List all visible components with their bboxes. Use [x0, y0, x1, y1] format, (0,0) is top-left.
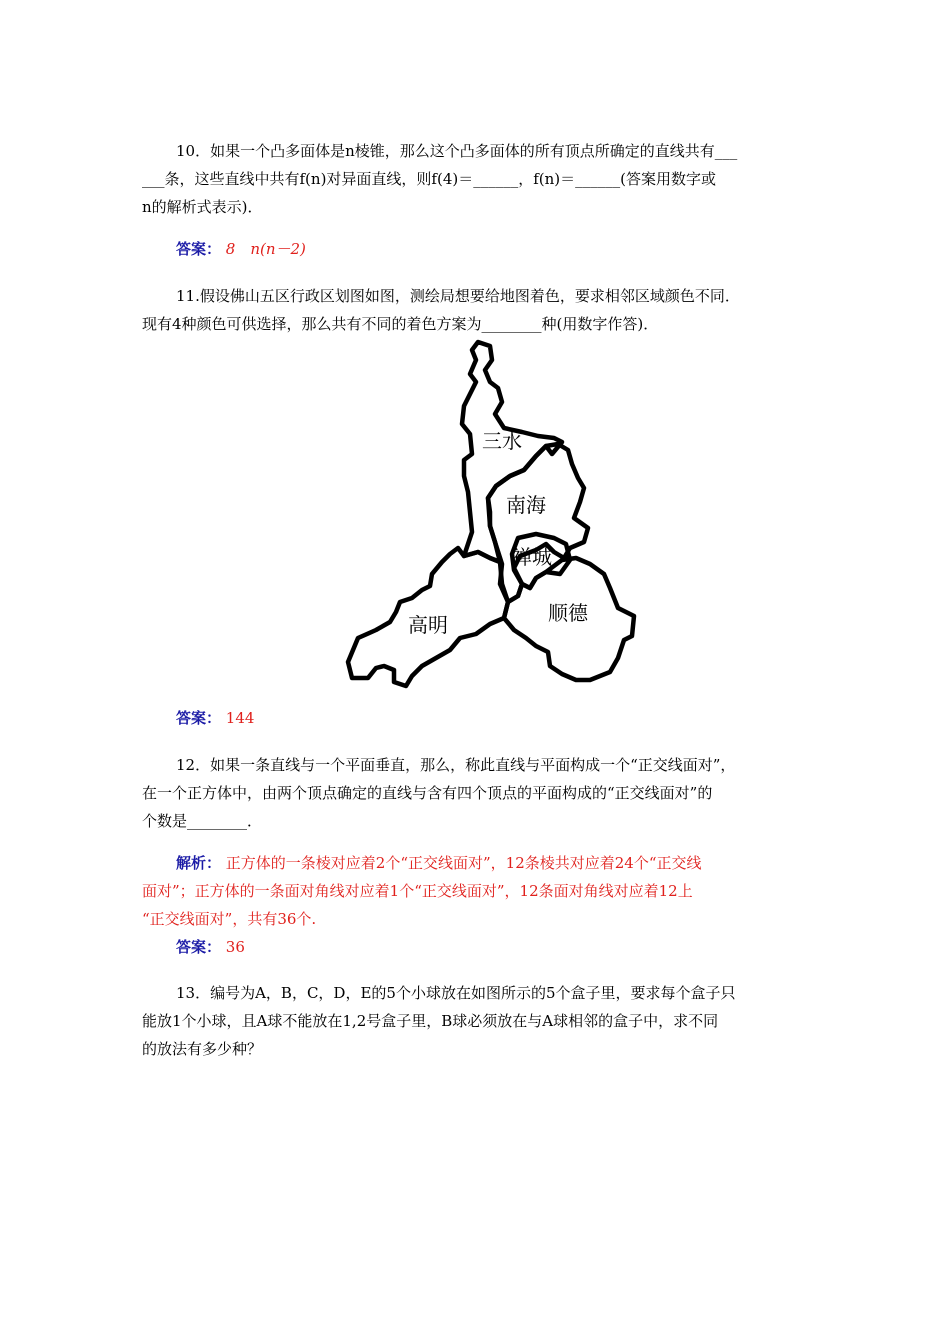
q12-answer — [176, 936, 245, 958]
map-label-nanhai: 南海 — [506, 493, 546, 517]
q12-line-3: 个数是________． — [142, 812, 263, 830]
q13-line-2: 能放1个小球，且A球不能放在1,2号盒子里，B球必须放在与A球相邻的盒子中，求不同 — [142, 1012, 719, 1030]
q12-answer-label: 答案： — [176, 938, 222, 956]
q11-answer-label: 答案： — [176, 709, 222, 727]
q12-analysis-line-2: 面对”；正方体的一条面对角线对应着1个“正交线面对”，12条面对角线对应着12上 — [142, 882, 693, 900]
map-label-gaoming: 高明 — [408, 613, 448, 637]
map-label-chancheng: 禅城 — [512, 545, 552, 569]
q13-line-1: 13．编号为A，B，C，D，E的5个小球放在如图所示的5个盒子里，要求每个盒子只 — [176, 984, 736, 1002]
q12-analysis-line-3: “正交线面对”，共有36个. — [142, 910, 317, 928]
map-label-shunde: 顺德 — [548, 601, 588, 625]
q12-line-2: 在一个正方体中，由两个顶点确定的直线与含有四个顶点的平面构成的“正交线面对”的 — [142, 784, 713, 802]
foshan-district-map — [340, 336, 640, 694]
q11-answer-value: 144 — [225, 709, 255, 727]
q12-line-1: 12．如果一条直线与一个平面垂直，那么，称此直线与平面构成一个“正交线面对”， — [176, 756, 736, 774]
q12-analysis-line-1 — [176, 852, 702, 874]
q10-answer-label: 答案： — [176, 240, 222, 258]
q12-analysis-text-1: 正方体的一条棱对应着2个“正交线面对”，12条棱共对应着24个“正交线 — [225, 854, 702, 872]
q10-line-2: ___条，这些直线中共有f(n)对异面直线，则f(4)＝______，f(n)＝______(答案用数字或 — [142, 170, 716, 188]
q10-line-3: n的解析式表示)． — [142, 198, 263, 216]
q12-answer-value: 36 — [225, 938, 245, 956]
q11-answer — [176, 707, 254, 729]
q10-answer — [176, 238, 306, 260]
q10-answer-value: 8 n(n－2) — [225, 240, 306, 258]
q12-analysis-label: 解析： — [176, 854, 222, 872]
q13-line-3: 的放法有多少种？ — [142, 1040, 263, 1058]
q10-line-1: 10．如果一个凸多面体是n棱锥，那么这个凸多面体的所有顶点所确定的直线共有___ — [176, 142, 738, 160]
map-label-sanshui: 三水 — [482, 429, 522, 453]
q11-line-1: 11.假设佛山五区行政区划图如图，测绘局想要给地图着色，要求相邻区域颜色不同． — [176, 287, 740, 305]
q11-line-2: 现有4种颜色可供选择，那么共有不同的着色方案为________种(用数字作答)． — [142, 315, 659, 333]
